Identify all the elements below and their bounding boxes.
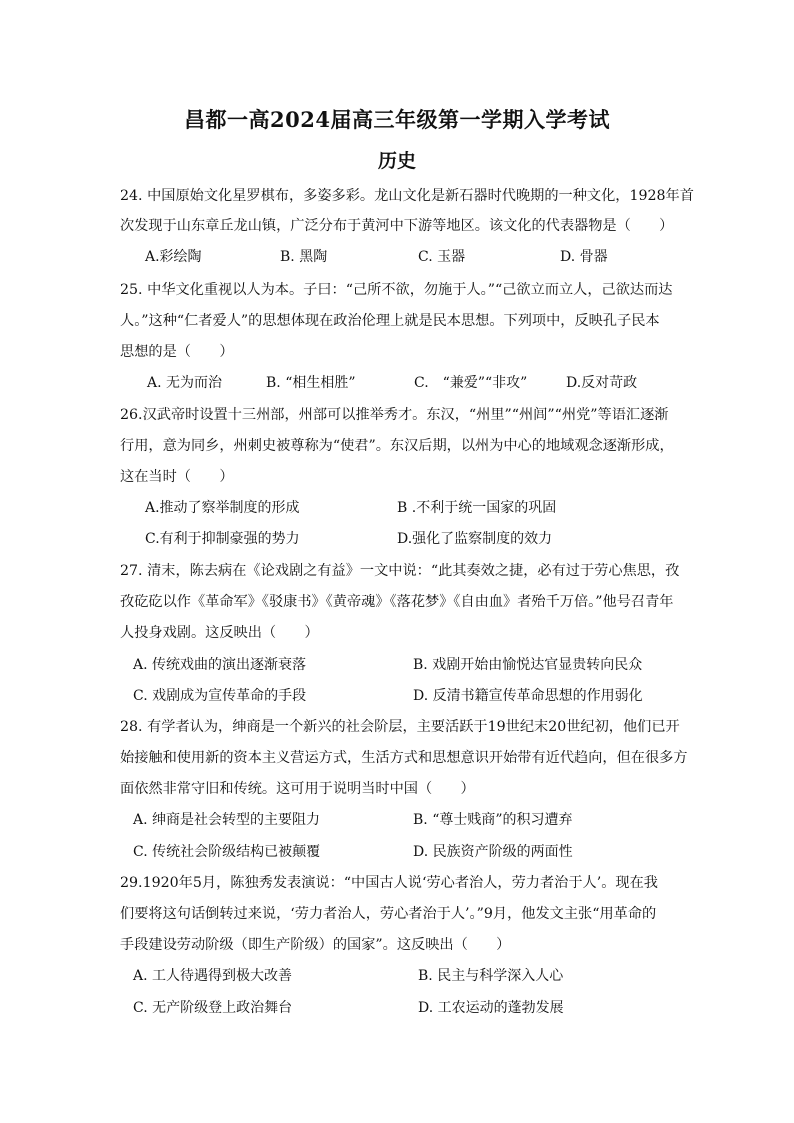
question-text-line: 次发现于山东章丘龙山镇，广泛分布于黄河中下游等地区。该文化的代表器物是（ ） (120, 218, 674, 234)
option-b[interactable]: B. 戏剧开始由愉悦达官显贵转向民众 (413, 657, 643, 673)
option-b[interactable]: B. “尊士贱商”的积习遭弃 (413, 812, 573, 828)
question-text-line: 人投身戏剧。这反映出（ ） (120, 625, 319, 641)
question-text-line: 始接触和使用新的资本主义营运方式，生活方式和思想意识开始带有近代趋向，但在很多方 (120, 750, 688, 766)
option-d[interactable]: D. 民族资产阶级的两面性 (413, 844, 573, 860)
option-b[interactable]: B. 黑陶 (280, 249, 328, 265)
question-text-line: 24. 中国原始文化星罗棋布，多姿多彩。龙山文化是新石器时代晚期的一种文化，1928年首 (120, 188, 694, 204)
option-c[interactable]: C. 玉器 (418, 249, 466, 265)
option-a[interactable]: A.推动了察举制度的形成 (145, 500, 300, 516)
question-text-line: 27. 清末，陈去病在《论戏剧之有益》一文中说：“此其奏效之捷，必有过于劳心焦思，孜 (120, 563, 680, 579)
option-a[interactable]: A. 无为而治 (147, 375, 223, 391)
question-text-line: 25. 中华文化重视以人为本。子曰：“己所不欲，勿施于人。”“己欲立而立人，己欲达而达 (120, 282, 673, 298)
option-d[interactable]: D.反对苛政 (566, 375, 638, 391)
option-d[interactable]: D. 骨器 (560, 249, 608, 265)
option-b[interactable]: B. “相生相胜” (266, 375, 356, 391)
question-text-line: 26.汉武帝时设置十三州部，州部可以推举秀才。东汉，“州里”“州闾”“州党”等语汇逐渐 (120, 407, 669, 423)
question-text-line: 手段建设劳动阶级（即生产阶级）的国家”。这反映出（ ） (120, 937, 511, 953)
option-d[interactable]: D. 工农运动的蓬勃发展 (418, 1000, 564, 1016)
option-b[interactable]: B. 民主与科学深入人心 (418, 968, 564, 984)
question-text-line: 面依然非常守旧和传统。这可用于说明当时中国（ ） (120, 781, 475, 797)
exam-title: 昌都一高2024届高三年级第一学期入学考试 (184, 107, 610, 132)
option-c[interactable]: C. “兼爱”“非攻” (414, 375, 528, 391)
option-b[interactable]: B .不利于统一国家的巩固 (397, 500, 557, 516)
option-c[interactable]: C.有利于抑制豪强的势力 (145, 531, 300, 547)
subject-title: 历史 (377, 150, 416, 172)
option-a[interactable]: A. 绅商是社会转型的主要阻力 (133, 812, 321, 828)
option-a[interactable]: A. 传统戏曲的演出逐渐衰落 (133, 657, 307, 673)
question-text-line: 思想的是（ ） (120, 344, 234, 360)
option-d[interactable]: D. 反清书籍宣传革命思想的作用弱化 (413, 688, 643, 704)
question-text-line: 28. 有学者认为，绅商是一个新兴的社会阶层，主要活跃于19世纪末20世纪初，他们已开 (120, 719, 680, 735)
question-text-line: 这在当时（ ） (120, 469, 234, 485)
option-a[interactable]: A.彩绘陶 (145, 249, 202, 265)
option-c[interactable]: C. 无产阶级登上政治舞台 (133, 1000, 293, 1016)
question-text-line: 孜矻矻以作《革命军》《驳康书》《黄帝魂》《落花梦》《自由血》者殆千万倍。”他号召青年 (120, 594, 674, 610)
option-d[interactable]: D.强化了监察制度的效力 (397, 531, 553, 547)
question-text-line: 人。”这种“仁者爱人”的思想体现在政治伦理上就是民本思想。下列项中，反映孔子民本 (120, 313, 660, 329)
option-a[interactable]: A. 工人待遇得到极大改善 (133, 968, 293, 984)
option-c[interactable]: C. 戏剧成为宣传革命的手段 (133, 688, 307, 704)
question-text-line: 行用，意为同乡，州刺史被尊称为“使君”。东汉后期，以州为中心的地域观念逐渐形成， (120, 438, 674, 454)
question-text-line: 们要将这句话倒转过来说，‘劳力者治人，劳心者治于人’。”9月，他发文主张“用革命的 (120, 906, 657, 922)
question-text-line: 29.1920年5月，陈独秀发表演说：“中国古人说‘劳心者治人，劳力者治于人’。现在我 (120, 875, 658, 891)
option-c[interactable]: C. 传统社会阶级结构已被颠覆 (133, 844, 321, 860)
